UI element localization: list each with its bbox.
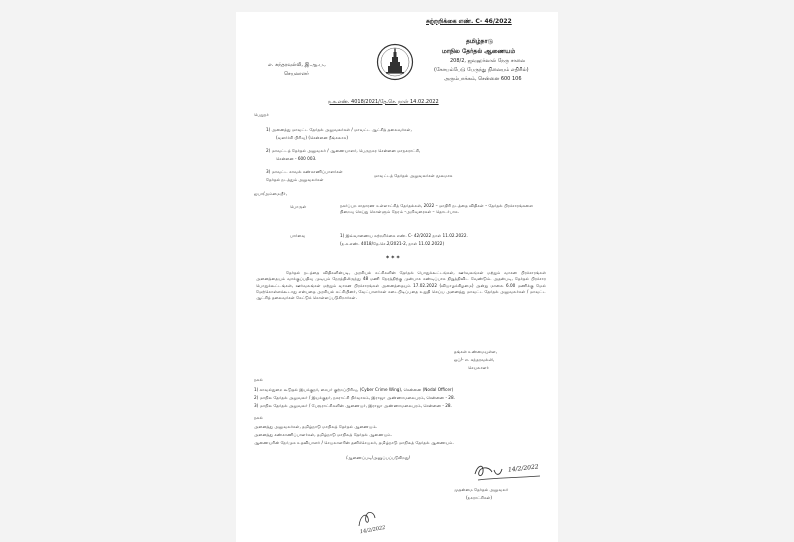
reference-item-1: 1) இவ்வாணைய சுற்றறிக்கை எண். C- 42/2022 நாள் 11.02.2022. [340, 233, 468, 238]
org-name: மாநில தேர்தல் ஆணையம் [442, 48, 516, 55]
sender-name: எ. சுந்தரவல்லி, இ.ஆ.ப., [268, 62, 326, 68]
body-paragraph: தேர்தல் நடத்தை விதிகளின்படி, அரசியல் கட்சிகளின் தேர்தல் பொதுக்கூட்டங்கள், ஊர்வலங்கள் மற்றும் வாகன பிரச்சாரங்கள் அனைத்தையும் வாக்குப்பதிவு முடியும் நேரத்திலிருந்து 48 மணி நேரத்திற்கு முன்பாக கண்டிப்பாக நிறுத்திவிட வேண்டும். அதன்படி, தேர்தல் பிரச்சார பொதுக்கூட்டங்கள், ஊர்வலங்கள் மற்றும் வாகன பிரச்சாரங்கள் அனைத்தையும் 17.02.2022 (வியாழக்கிழமை) அன்று மாலை 6.00 மணிக்கு மேல் மேற்கொள்ளக்கூடாது என்பதை அரசியல் கட்சியினர், வேட்பாளர்கள் கடைபிடிப்பதை உறுதி செய்ய அனைத்து மாவட்ட தேர்தல் அலுவலர்கள் / மாவட்ட ஆட்சித் தலைவர்கள் கேட்டுக் கொள்ளப்படுகிறார்கள். [256, 270, 546, 301]
signatory-office: (நகராட்சிகள்) [466, 495, 493, 500]
closing-line-1: தங்கள் உண்மையுள்ள, [454, 349, 498, 354]
copy-item: 1) காவல்துறை கூடுதல் இயக்குநர், சைபர் குற்றப்பிரிவு, (Cyber Crime Wing), சென்னை (Nodal Officer) [254, 387, 454, 392]
recipient-2a: 2) மாவட்டத் தேர்தல் அலுவலர் / ஆணையாளர், பெருநகர சென்னை மாநகராட்சி, [266, 148, 421, 153]
circular-number: சுற்றறிக்கை எண். C- 46/2022 [426, 18, 512, 25]
reference-item-2: (ந.க.எண். 4018/தே.செ.2/2021-2, நாள் 11.02.2022) [340, 241, 445, 246]
separator-stars: * * * [386, 255, 400, 262]
to-label: பெறுநர் [254, 112, 269, 117]
initial-date: 14/2/2022 [359, 524, 386, 536]
reference-number: ந.க.எண். 4018/2021/தே.செ. நாள் 14.02.2022 [328, 99, 439, 105]
recipient-2b: சென்னை - 600 003. [276, 156, 317, 161]
org-address-2: (கோயம்பேடு பேருந்து நிலையம் எதிரில்) [434, 67, 529, 73]
closing-line-3: செயலாளர் [468, 365, 489, 370]
salutation: ஐயா/அம்மையீர், [254, 191, 288, 196]
closing-line-2: ஒப்/- எ. சுந்தரவல்லி, [454, 357, 495, 362]
recipient-3a: 3) மாவட்ட காவல் கண்காணிப்பாளர்கள் [266, 169, 343, 174]
reference-label: பார்வை [290, 233, 306, 238]
sender-designation: செயலாளர் [284, 71, 309, 77]
copy-item: 3) மாநில தேர்தல் அலுவலர் / பேரூராட்சிகளின் ஆணையர், இராஜா அண்ணாமலைபுரம், சென்னை - 28. [254, 403, 452, 408]
copy-item: 2) மாநில தேர்தல் அலுவலர் / இயக்குநர், நகராட்சி நிர்வாகம், இராஜா அண்ணாமலைபுரம், சென்னை - 28. [254, 395, 455, 400]
forwarded-by-order: /ஆணைப்படி/அனுப்பப்படுகிறது/ [346, 455, 411, 460]
tamil-nadu-emblem-icon [376, 42, 414, 82]
recipient-1b: (வளர்ச்சி பிரிவு) (சென்னை நீங்கலாக) [276, 135, 348, 140]
org-address-3: அரும்பாக்கம், சென்னை 600 106 [444, 76, 522, 82]
recipient-3b: தேர்தல் நடத்தும் அலுவலர்கள் [266, 177, 324, 182]
org-address-1: 208/2, ஜவஹர்லால் நேரு சாலை [450, 58, 526, 64]
subject-text: நகர்ப்புற சாதாரண உள்ளாட்சித் தேர்தல்கள், 2022 – மாதிரி நடத்தை விதிகள் – தேர்தல் பிரச்சாரங்களை நிறைவு செய்து கொள்ளும் நேரம் –அறிவுரைகள் – தொடர்பாக. [340, 203, 534, 215]
subject-label: பொருள் [290, 204, 307, 209]
copy-item: ஆணையரின் நேர்முக உதவியாளர் / செயலாளரின் தனிச்செயலர், தமிழ்நாடு மாநிலத் தேர்தல் ஆணையம். [254, 440, 454, 445]
copy-item: அனைத்து அலுவலர்கள், தமிழ்நாடு மாநிலத் தேர்தல் ஆணையம். [254, 424, 378, 429]
copy-label: நகல் [254, 377, 263, 382]
copy-item: அனைத்து கண்காணிப்பாளர்கள், தமிழ்நாடு மாநிலத் தேர்தல் ஆணையம். [254, 432, 392, 437]
recipient-1a: 1) அனைத்து மாவட்ட தேர்தல் அலுவலர்கள் / மாவட்ட ஆட்சித் தலைவர்கள், [266, 127, 412, 132]
recipient-3c: மாவட்டத் தேர்தல் அலுவலர்கள் மூலமாக [374, 173, 453, 178]
signature-date: 14/2/2022 [507, 463, 539, 474]
circular-document [236, 12, 558, 542]
copy-label-2: நகல் [254, 415, 263, 420]
signatory-designation: முதன்மை தேர்தல் அலுவலர் [454, 487, 509, 492]
org-state: தமிழ்நாடு [466, 38, 493, 45]
